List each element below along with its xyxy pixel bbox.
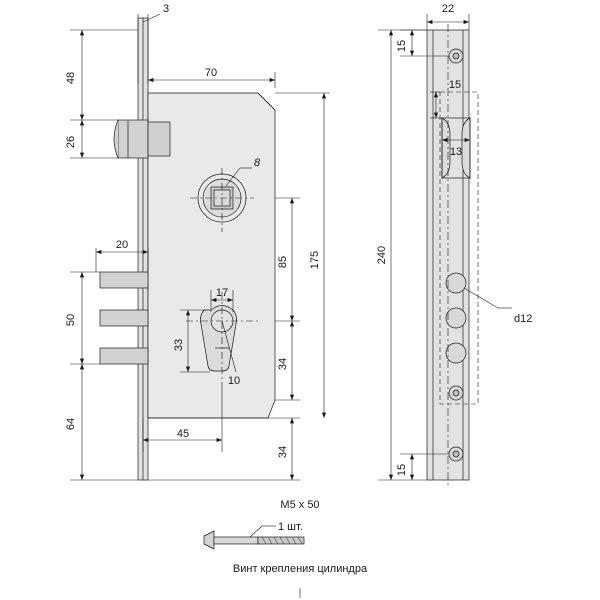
dim-total-height: 175 (309, 250, 321, 270)
dim-screw-edge-top: 15 (396, 39, 408, 53)
screw-head (204, 531, 214, 549)
dim-bottom-offset: 64 (65, 417, 77, 431)
lock-body-front-view (70, 14, 330, 480)
deadbolt-2 (100, 310, 148, 326)
dim-screw-edge-bottom: 15 (396, 463, 408, 477)
dim-cylinder-height: 33 (173, 338, 185, 352)
screw-caption: Винт крепления цилиндра (232, 563, 368, 575)
latch-bolt-tail (148, 122, 170, 156)
deadbolt-3 (100, 348, 148, 364)
dim-backset-to-bolts: 20 (115, 239, 129, 251)
latch-bolt (118, 120, 148, 158)
dim-cylinder-bore: 10 (227, 375, 241, 387)
screw-hole-bottom-inner (453, 390, 459, 396)
dim-latch-height: 26 (65, 135, 77, 149)
screw-shank-plain (214, 537, 258, 544)
dim-hole-diameter: d12 (514, 313, 533, 325)
dim-faceplate-width: 22 (441, 3, 455, 15)
screw-quantity-label: 1 шт. (278, 521, 303, 533)
dim-center-to-follower: 85 (277, 255, 289, 269)
dim-bolt-block-height: 50 (65, 313, 77, 327)
bolt-hole-1 (446, 273, 466, 293)
faceplate-side-view (378, 14, 512, 486)
dim-top-offset: 48 (65, 71, 77, 85)
dim-cam-width: 17 (215, 287, 229, 299)
dim-lower-edge-2: 34 (277, 445, 289, 459)
latch-cutout-left (442, 118, 450, 178)
deadbolt-1 (100, 272, 148, 288)
dim-cylinder-backset: 45 (176, 428, 190, 440)
latch-cutout-right (462, 118, 470, 178)
dim-lower-edge-1: 34 (277, 357, 289, 371)
dim-plate-thickness: 3 (163, 3, 170, 15)
screw-hole-end-inner (453, 451, 459, 457)
dim-cutout-offset: 15 (448, 79, 462, 91)
dim-total-length: 240 (376, 245, 388, 265)
bolt-hole-3 (446, 343, 466, 363)
dim-body-width: 70 (204, 67, 218, 79)
screw-thread (258, 537, 304, 544)
screw-spec-label: M5 x 50 (280, 499, 320, 511)
screw-hole-top-inner (453, 53, 459, 59)
dim-follower-bore: 8 (254, 157, 261, 169)
dim-latch-cutout-width: 13 (449, 146, 463, 158)
bolt-hole-2 (446, 308, 466, 328)
